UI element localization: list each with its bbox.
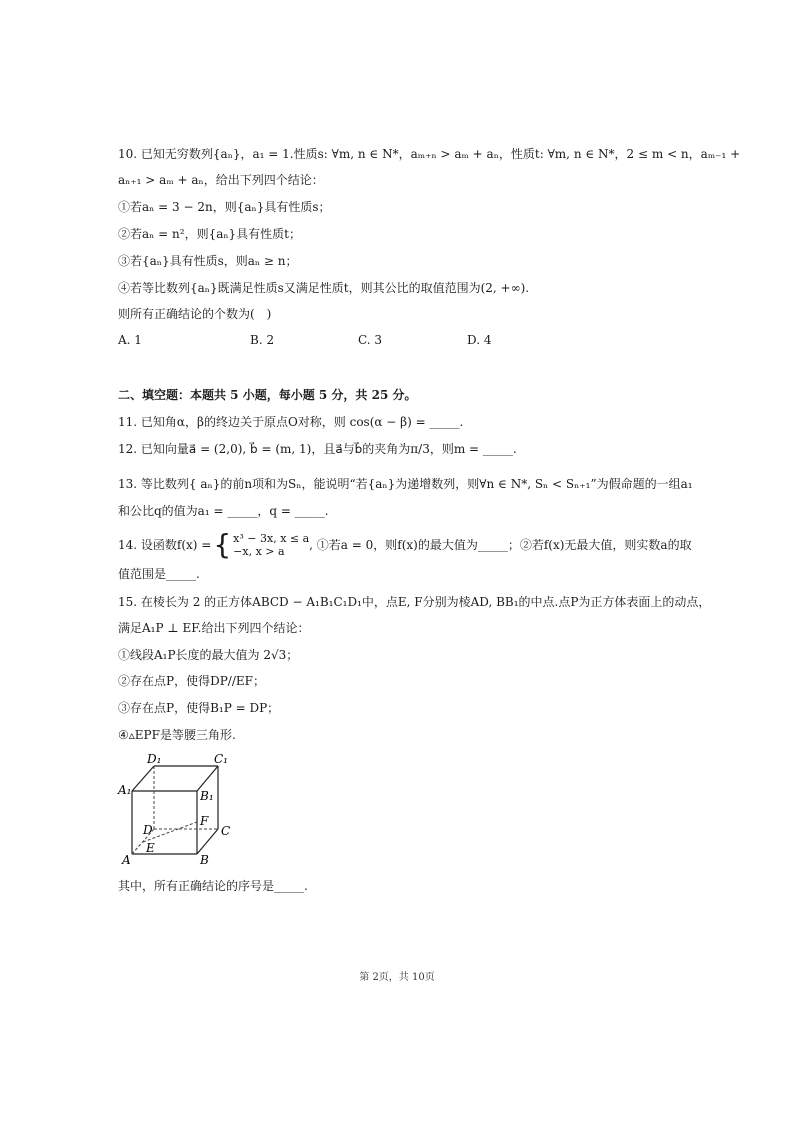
q10-line2: aₙ₊₁ > aₘ + aₙ，给出下列四个结论： (118, 173, 324, 187)
edge-b-c (197, 829, 218, 854)
q10-statement-4: ④若等比数列{aₙ}既满足性质s又满足性质t，则其公比的取值范围为(2, +∞). (118, 281, 530, 295)
q14-case-1: x³ − 3x, x ≤ a (233, 532, 310, 545)
q10-option-a: A. 1 (118, 333, 142, 347)
q13-line2: 和公比q的值为a₁ = _____，q = _____. (118, 504, 329, 518)
q14-line1 (118, 528, 692, 561)
q15-statement-2: ②存在点P，使得DP//EF； (118, 674, 265, 688)
label-a: A (122, 853, 131, 867)
q15-statement-3: ③存在点P，使得B₁P = DP； (118, 701, 280, 715)
q15-line2: 满足A₁P ⊥ EF.给出下列四个结论： (118, 621, 310, 635)
q14-suffix: , ①若a = 0，则f(x)的最大值为_____；②若f(x)无最大值，则实数a的取 (309, 538, 692, 552)
q10-option-c: C. 3 (358, 333, 383, 347)
section-2-heading: 二、填空题：本题共 5 小题，每小题 5 分，共 25 分。 (118, 388, 417, 402)
edge-a1-d1 (132, 766, 154, 791)
q10-statement-2: ②若aₙ = n²，则{aₙ}具有性质t； (118, 227, 302, 241)
q13-line1: 13. 等比数列{ aₙ}的前n项和为Sₙ，能说明“若{aₙ}为递增数列，则∀n ∈ N*, Sₙ < Sₙ₊₁”为假命题的一组a₁ (118, 477, 693, 491)
q14-brace: { (213, 528, 232, 561)
page-footer: 第 2页，共 10页 (359, 972, 435, 983)
label-b1: B₁ (200, 789, 214, 803)
q12: 12. 已知向量a⃗ = (2,0), b⃗ = (m, 1)，且a⃗与b⃗的夹角为π/3，则m = _____. (118, 442, 517, 456)
label-b: B (200, 853, 209, 867)
q14-prefix: 14. 设函数f(x) = (118, 538, 212, 552)
q14-cases (233, 532, 309, 558)
q11: 11. 已知角α，β的终边关于原点O对称，则 cos(α − β) = _____. (118, 415, 464, 429)
q14-case-2: −x, x > a (233, 545, 285, 558)
label-f: F (200, 814, 209, 828)
q10-line1: 10. 已知无穷数列{aₙ}，a₁ = 1.性质s: ∀m, n ∈ N*，aₘ₊ₙ > aₘ + aₙ，性质t: ∀m, n ∈ N*，2 ≤ m < n，aₘ₋₁ + (118, 147, 741, 161)
q15-statement-4: ④▵EPF是等腰三角形. (118, 728, 236, 742)
label-d: D (143, 823, 153, 837)
q10-option-d: D. 4 (467, 333, 492, 347)
label-d1: D₁ (147, 752, 162, 766)
label-a1: A₁ (118, 783, 132, 797)
q15-question: 其中，所有正确结论的序号是_____. (118, 879, 308, 893)
q15-line1: 15. 在棱长为 2 的正方体ABCD − A₁B₁C₁D₁中，点E, F分别为棱AD, BB₁的中点.点P为正方体表面上的动点， (118, 595, 711, 609)
label-e: E (146, 841, 155, 855)
q10-question: 则所有正确结论的个数为( ) (118, 307, 272, 321)
q14-line2: 值范围是_____. (118, 567, 200, 581)
q10-option-b: B. 2 (250, 333, 275, 347)
cube-diagram (110, 750, 250, 870)
q15-statement-1: ①线段A₁P长度的最大值为 2√3； (118, 648, 299, 662)
label-c: C (221, 824, 231, 838)
edge-b1-c1 (197, 766, 218, 791)
q10-statement-3: ③若{aₙ}具有性质s，则aₙ ≥ n； (118, 254, 298, 268)
q10-statement-1: ①若aₙ = 3 − 2n，则{aₙ}具有性质s； (118, 200, 331, 214)
label-c1: C₁ (214, 752, 228, 766)
